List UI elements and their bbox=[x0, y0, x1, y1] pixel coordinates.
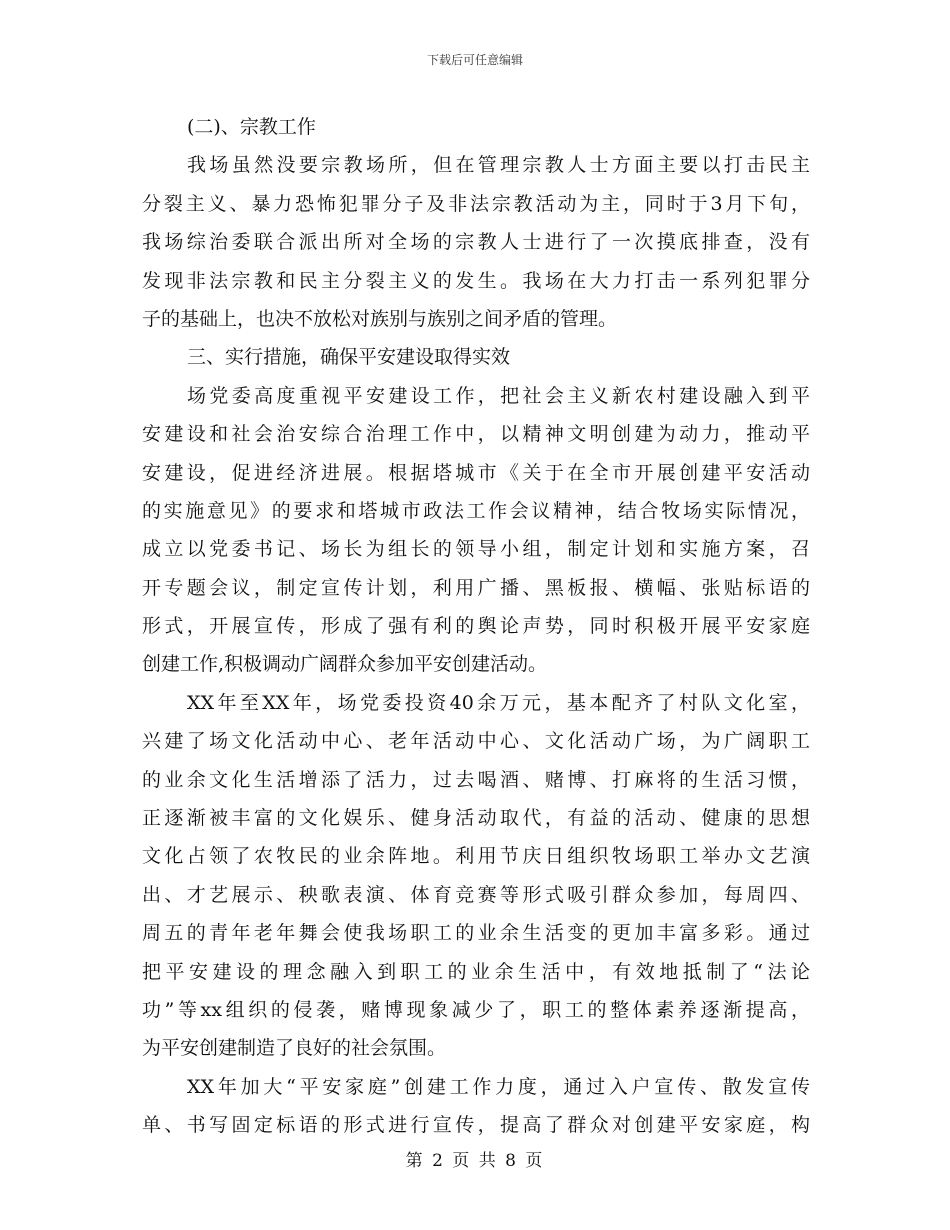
text-line: 我场虽然没要宗教场所，但在管理宗教人士方面主要以打击民主 bbox=[187, 154, 810, 177]
text-line: 开专题会议，制定宣传计划，利用广播、黑板报、横幅、张贴标语的 bbox=[142, 576, 810, 599]
text-line: XX年加大“平安家庭”创建工作力度，通过入户宣传、散发宣传 bbox=[187, 1075, 810, 1098]
text-line: 的业余文化生活增添了活力，过去喝酒、赌博、打麻将的生活习惯， bbox=[142, 768, 810, 791]
text-line: XX年至XX年，场党委投资40余万元，基本配齐了村队文化室， bbox=[187, 691, 810, 714]
text-line: 文化占领了农牧民的业余阵地。利用节庆日组织牧场职工举办文艺演 bbox=[142, 845, 810, 868]
text-line: 形式，开展宣传，形成了强有利的舆论声势，同时积极开展平安家庭 bbox=[142, 615, 810, 638]
text-line: 分裂主义、暴力恐怖犯罪分子及非法宗教活动为主，同时于3月下旬， bbox=[142, 192, 810, 215]
text-line: 出、才艺展示、秧歌表演、体育竞赛等形式吸引群众参加，每周四、 bbox=[142, 883, 810, 906]
text-line: 场党委高度重视平安建设工作，把社会主义新农村建设融入到平 bbox=[187, 384, 810, 407]
text-line: 成立以党委书记、场长为组长的领导小组，制定计划和实施方案，召 bbox=[142, 538, 810, 561]
text-line: 三、实行措施，确保平安建设取得实效 bbox=[187, 346, 511, 369]
text-line: 的实施意见》的要求和塔城市政法工作会议精神，结合牧场实际情况， bbox=[142, 499, 810, 522]
text-line: 正逐渐被丰富的文化娱乐、健身活动取代，有益的活动、健康的思想 bbox=[142, 807, 810, 830]
text-line: 把平安建设的理念融入到职工的业余生活中，有效地抵制了“法论 bbox=[142, 960, 810, 983]
text-line: 创建工作,积极调动广阔群众参加平安创建活动。 bbox=[142, 653, 548, 676]
text-line: 发现非法宗教和民主分裂主义的发生。我场在大力打击一系列犯罪分 bbox=[142, 269, 810, 292]
text-line: 安建设和社会治安综合治理工作中，以精神文明创建为动力，推动平 bbox=[142, 423, 810, 446]
text-line: 安建设，促进经济进展。根据塔城市《关于在全市开展创建平安活动 bbox=[142, 461, 810, 484]
text-line: (二)、宗教工作 bbox=[187, 116, 316, 138]
document-body bbox=[142, 108, 810, 1145]
text-line: 单、书写固定标语的形式进行宣传，提高了群众对创建平安家庭，构 bbox=[142, 1114, 810, 1137]
page-number: 第 2 页 共 8 页 bbox=[405, 1151, 545, 1171]
text-line: 功”等xx组织的侵袭，赌博现象减少了，职工的整体素养逐渐提高， bbox=[142, 998, 810, 1021]
page-header: 下载后可任意编辑 bbox=[426, 53, 523, 67]
text-line: 周五的青年老年舞会使我场职工的业余生活变的更加丰富多彩。通过 bbox=[142, 922, 810, 945]
text-line: 子的基础上，也决不放松对族别与族别之间矛盾的管理。 bbox=[142, 307, 618, 330]
text-line: 兴建了场文化活动中心、老年活动中心、文化活动广场，为广阔职工 bbox=[142, 730, 810, 753]
text-line: 我场综治委联合派出所对全场的宗教人士进行了一次摸底排查，没有 bbox=[142, 231, 810, 254]
text-line: 为平安创建制造了良好的社会氛围。 bbox=[142, 1037, 447, 1060]
